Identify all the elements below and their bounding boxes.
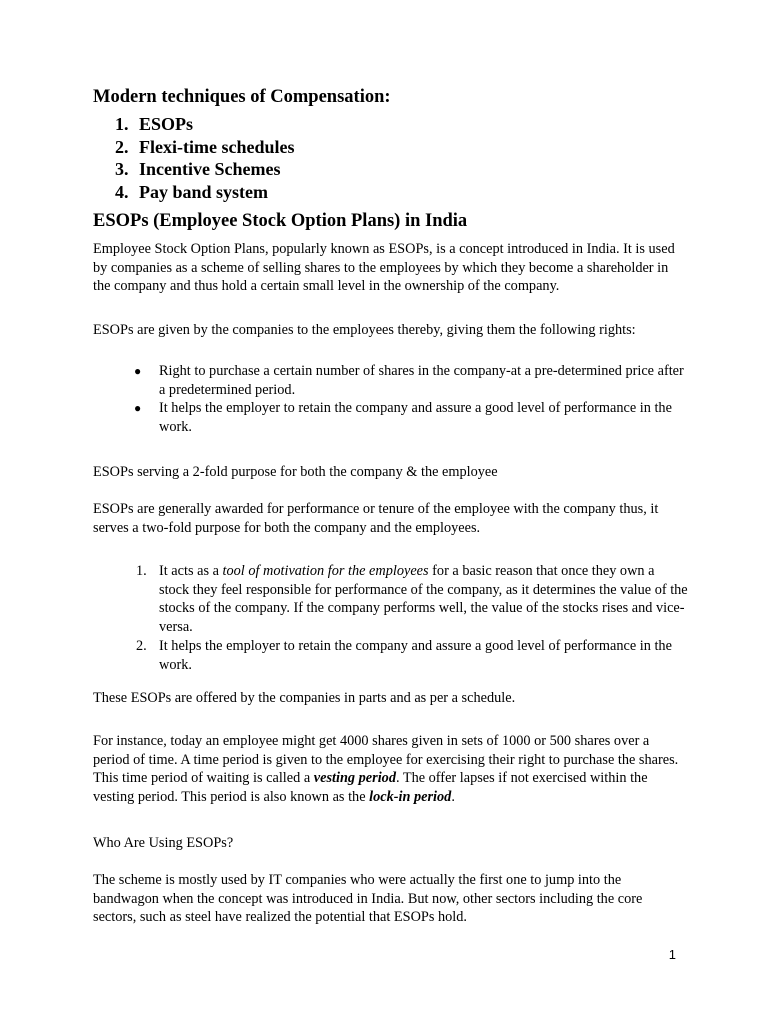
who-paragraph: The scheme is mostly used by IT companies who were actually the first one to jump into the bandwagon when the concept was introduced in India. But now, other sectors including the core sectors, such as steel have realized the potential that ESOPs hold. xyxy=(93,872,643,926)
list-item-text: Right to purchase a certain number of shares in the company-at a pre-determined price after a predetermined period. xyxy=(159,363,684,398)
list-item xyxy=(136,637,688,674)
bullet-icon: ● xyxy=(134,401,142,416)
list-number: 2. xyxy=(136,637,147,654)
bullet-icon: ● xyxy=(134,364,142,378)
schedule-paragraph: These ESOPs are offered by the companies in parts and as per a schedule. xyxy=(93,690,516,706)
list-item xyxy=(136,562,688,637)
list-item xyxy=(130,399,690,436)
purpose-paragraph: ESOPs are generally awarded for performance or tenure of the employee with the company thus, it serves a two-fold purpose for both the company and the employees. xyxy=(93,501,659,536)
list-number: 1. xyxy=(136,563,147,579)
instance-paragraph xyxy=(93,732,683,807)
lock-in-period-term: lock-in period xyxy=(369,789,452,806)
list-item xyxy=(115,158,294,181)
list-item-label: Pay band system xyxy=(139,182,269,203)
techniques-list xyxy=(115,113,294,204)
intro-paragraph: Employee Stock Option Plans, popularly known as ESOPs, is a concept introduced in India. It is used by companies as a scheme of selling shares to the employees by which they become a shareholder in the company and thus hold a certain small level in the ownership of the company. xyxy=(93,241,675,295)
list-item-label: Incentive Schemes xyxy=(139,159,281,180)
esops-heading: ESOPs (Employee Stock Option Plans) in India xyxy=(93,211,468,231)
emphasis-text: tool of motivation for the employees xyxy=(222,563,429,579)
list-number: 4. xyxy=(115,182,129,203)
vesting-period-term: vesting period xyxy=(313,770,396,787)
list-item xyxy=(130,362,690,399)
text-run: . xyxy=(451,789,455,806)
list-number: 2. xyxy=(115,136,129,157)
who-heading: Who Are Using ESOPs? xyxy=(93,835,234,851)
rights-paragraph: ESOPs are given by the companies to the employees thereby, giving them the following rights: xyxy=(93,322,636,338)
list-item xyxy=(115,113,294,136)
page-number: 1 xyxy=(668,947,676,962)
list-item-label: Flexi-time schedules xyxy=(139,136,295,157)
section-heading: Modern techniques of Compensation: xyxy=(93,87,391,107)
list-item-text-start: It helps the employer to retain the company and assure a good level of performance in the work. xyxy=(159,637,672,673)
text-run: For instance, today an employee might get 4000 shares given in sets of 1000 or 500 shares over a period of time. A time period is given to the employee for exercising their right to purchase the shares. This time period of waiting is called a xyxy=(93,733,679,787)
list-item xyxy=(115,136,294,159)
list-item-label: ESOPs xyxy=(139,114,194,134)
list-item-text-end: for a basic reason that once they own a stock they feel responsible for performance of the company, as it determines the value of the stocks of the company. If the company performs well, the value of the stocks rises and vice-versa. xyxy=(159,563,688,636)
purpose-heading: ESOPs serving a 2-fold purpose for both the company & the employee xyxy=(93,464,498,480)
rights-list xyxy=(130,362,690,437)
purpose-list xyxy=(136,562,688,674)
list-number: 3. xyxy=(115,159,129,180)
text-run: . The offer lapses if not exercised within the vesting period. This period is also known as the xyxy=(93,770,648,806)
list-number: 1. xyxy=(115,114,129,134)
list-item xyxy=(115,181,294,204)
list-item-text-start: It acts as a xyxy=(159,563,223,579)
list-item-text: It helps the employer to retain the company and assure a good level of performance in the work. xyxy=(159,400,672,436)
